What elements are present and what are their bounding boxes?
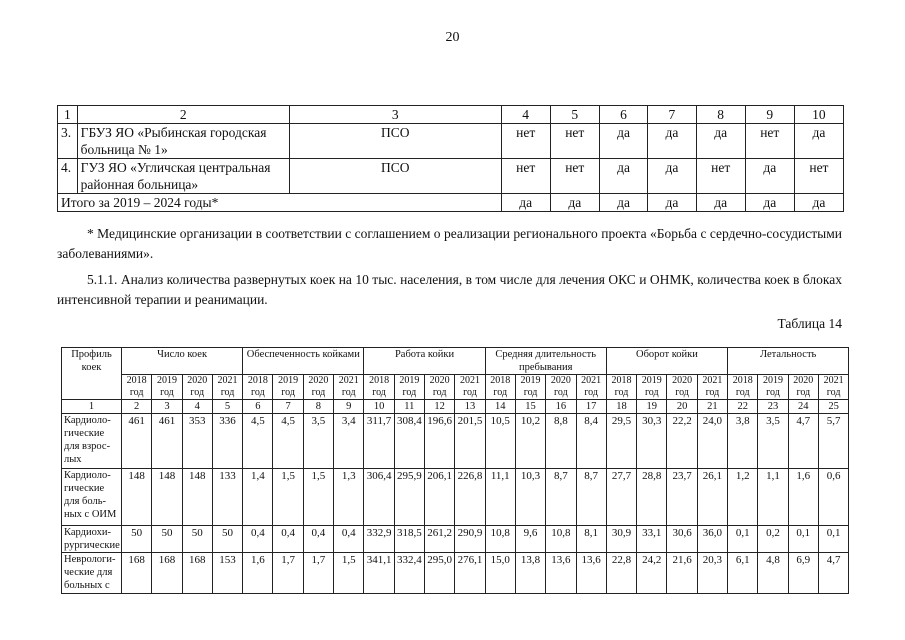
row-number: 3. [58, 124, 78, 159]
value-cell: 50 [212, 526, 242, 553]
year-header: 2018 год [122, 375, 152, 400]
header-cell: 5 [550, 106, 599, 124]
year-header: 2018 год [606, 375, 636, 400]
value-cell: 133 [212, 469, 242, 526]
total-value: да [599, 194, 647, 212]
column-number: 18 [606, 400, 636, 414]
year-header: 2018 год [243, 375, 273, 400]
column-number: 8 [303, 400, 333, 414]
column-number: 16 [546, 400, 576, 414]
total-value: да [648, 194, 696, 212]
value-cell: 353 [182, 414, 212, 469]
header-cell: 8 [696, 106, 745, 124]
year-header: 2018 год [485, 375, 515, 400]
year-header-row [62, 375, 849, 400]
column-number: 21 [697, 400, 727, 414]
profile-cell: Кардиохи-рургические [62, 526, 122, 553]
value-cell: 295,0 [425, 553, 455, 594]
value-cell: 153 [212, 553, 242, 594]
year-header: 2021 год [818, 375, 848, 400]
column-number: 15 [515, 400, 545, 414]
profile-header: Профиль коек [62, 348, 122, 400]
section-paragraph: 5.1.1. Анализ количества развернутых коек на 10 тыс. населения, в том числе для лечения ОКС и ОНМК, количества коек в блоках интенсивной терапии и реанимации. [57, 272, 842, 307]
year-header: 2018 год [364, 375, 394, 400]
value-cell: 1,1 [758, 469, 788, 526]
value-cell: 201,5 [455, 414, 485, 469]
value-cell: 22,8 [606, 553, 636, 594]
value-cell: 28,8 [637, 469, 667, 526]
value-cell: 22,2 [667, 414, 697, 469]
value-cell: да [648, 124, 696, 159]
total-value: да [696, 194, 745, 212]
value-cell: 168 [122, 553, 152, 594]
organization-name: ГБУЗ ЯО «Рыбинская городская больница № 1» [77, 124, 289, 159]
year-header: 2020 год [667, 375, 697, 400]
header-cell: 10 [794, 106, 843, 124]
center-type: ПСО [289, 124, 501, 159]
value-cell: 0,6 [818, 469, 848, 526]
footnote-paragraph: * Медицинские организации в соответствии с соглашением о реализации регионального проекта «Борьба с сердечно-сосудистыми заболеваниями». [57, 226, 842, 261]
table-row [62, 526, 849, 553]
value-cell: 261,2 [425, 526, 455, 553]
column-number: 7 [273, 400, 303, 414]
table-row [62, 469, 849, 526]
year-header: 2021 год [212, 375, 242, 400]
value-cell: 8,7 [576, 469, 606, 526]
year-header: 2019 год [637, 375, 667, 400]
value-cell: 30,9 [606, 526, 636, 553]
value-cell: 0,1 [818, 526, 848, 553]
year-header: 2021 год [455, 375, 485, 400]
group-header: Число коек [122, 348, 243, 375]
value-cell: 4,5 [243, 414, 273, 469]
year-header: 2020 год [425, 375, 455, 400]
column-number: 11 [394, 400, 424, 414]
value-cell: 3,8 [728, 414, 758, 469]
value-cell: 1,5 [334, 553, 364, 594]
total-value: да [794, 194, 843, 212]
profile-cell: Неврологи-ческие для больных с [62, 553, 122, 594]
value-cell: 15,0 [485, 553, 515, 594]
value-cell: 168 [152, 553, 182, 594]
value-cell: 8,1 [576, 526, 606, 553]
value-cell: нет [696, 159, 745, 194]
year-header: 2020 год [303, 375, 333, 400]
value-cell: 306,4 [364, 469, 394, 526]
column-number: 22 [728, 400, 758, 414]
column-number: 10 [364, 400, 394, 414]
header-cell: 9 [745, 106, 794, 124]
value-cell: 1,6 [243, 553, 273, 594]
year-header: 2019 год [273, 375, 303, 400]
value-cell: 1,6 [788, 469, 818, 526]
bed-statistics-table [61, 347, 849, 594]
value-cell: 10,2 [515, 414, 545, 469]
value-cell: 148 [182, 469, 212, 526]
value-cell: 1,5 [303, 469, 333, 526]
value-cell: нет [794, 159, 843, 194]
year-header: 2021 год [697, 375, 727, 400]
value-cell: 30,3 [637, 414, 667, 469]
value-cell: 36,0 [697, 526, 727, 553]
value-cell: 341,1 [364, 553, 394, 594]
value-cell: 50 [122, 526, 152, 553]
value-cell: 1,5 [273, 469, 303, 526]
value-cell: 26,1 [697, 469, 727, 526]
header-cell: 2 [77, 106, 289, 124]
value-cell: 3,4 [334, 414, 364, 469]
value-cell: 0,4 [303, 526, 333, 553]
value-cell: нет [550, 159, 599, 194]
value-cell: 0,1 [728, 526, 758, 553]
column-number: 6 [243, 400, 273, 414]
column-number: 14 [485, 400, 515, 414]
table-row [62, 553, 849, 594]
group-header-row [62, 348, 849, 375]
body-text [57, 224, 842, 310]
value-cell: 30,6 [667, 526, 697, 553]
column-number: 17 [576, 400, 606, 414]
year-header: 2018 год [728, 375, 758, 400]
value-cell: 9,6 [515, 526, 545, 553]
column-number: 1 [62, 400, 122, 414]
value-cell: 1,2 [728, 469, 758, 526]
header-cell: 1 [58, 106, 78, 124]
year-header: 2019 год [515, 375, 545, 400]
value-cell: 10,3 [515, 469, 545, 526]
value-cell: нет [501, 159, 550, 194]
value-cell: 20,3 [697, 553, 727, 594]
value-cell: да [599, 124, 647, 159]
value-cell: 4,7 [788, 414, 818, 469]
value-cell: да [648, 159, 696, 194]
value-cell: нет [501, 124, 550, 159]
value-cell: 461 [152, 414, 182, 469]
header-cell: 7 [648, 106, 696, 124]
value-cell: 196,6 [425, 414, 455, 469]
value-cell: 308,4 [394, 414, 424, 469]
value-cell: 0,1 [788, 526, 818, 553]
value-cell: 0,4 [334, 526, 364, 553]
page-number: 20 [445, 30, 460, 45]
value-cell: 8,8 [546, 414, 576, 469]
value-cell: 6,9 [788, 553, 818, 594]
value-cell: 148 [152, 469, 182, 526]
value-cell: 50 [182, 526, 212, 553]
value-cell: 8,4 [576, 414, 606, 469]
column-number: 23 [758, 400, 788, 414]
value-cell: 295,9 [394, 469, 424, 526]
value-cell: нет [745, 124, 794, 159]
value-cell: 318,5 [394, 526, 424, 553]
value-cell: да [599, 159, 647, 194]
year-header: 2019 год [758, 375, 788, 400]
value-cell: 206,1 [425, 469, 455, 526]
value-cell: да [696, 124, 745, 159]
value-cell: 6,1 [728, 553, 758, 594]
group-header: Обеспеченность койками [243, 348, 364, 375]
value-cell: нет [550, 124, 599, 159]
value-cell: 168 [182, 553, 212, 594]
year-header: 2020 год [546, 375, 576, 400]
value-cell: 3,5 [303, 414, 333, 469]
column-number: 20 [667, 400, 697, 414]
column-number: 19 [637, 400, 667, 414]
total-row [58, 194, 844, 212]
value-cell: 4,7 [818, 553, 848, 594]
value-cell: 226,8 [455, 469, 485, 526]
value-cell: 461 [122, 414, 152, 469]
value-cell: 11,1 [485, 469, 515, 526]
value-cell: 10,8 [546, 526, 576, 553]
value-cell: 332,4 [394, 553, 424, 594]
column-number: 13 [455, 400, 485, 414]
total-value: да [745, 194, 794, 212]
column-number: 12 [425, 400, 455, 414]
total-value: да [550, 194, 599, 212]
group-header: Средняя длительность пребывания [485, 348, 606, 375]
value-cell: 4,5 [273, 414, 303, 469]
value-cell: 21,6 [667, 553, 697, 594]
table-row [58, 159, 844, 194]
header-cell: 3 [289, 106, 501, 124]
value-cell: 13,6 [576, 553, 606, 594]
profile-cell: Кардиоло-гические для взрос-лых [62, 414, 122, 469]
header-cell: 6 [599, 106, 647, 124]
value-cell: 1,7 [303, 553, 333, 594]
table-row [62, 414, 849, 469]
value-cell: 50 [152, 526, 182, 553]
column-number: 5 [212, 400, 242, 414]
value-cell: 311,7 [364, 414, 394, 469]
organization-name: ГУЗ ЯО «Угличская центральная районная больница» [77, 159, 289, 194]
value-cell: 0,2 [758, 526, 788, 553]
value-cell: 336 [212, 414, 242, 469]
value-cell: 29,5 [606, 414, 636, 469]
year-header: 2019 год [152, 375, 182, 400]
column-number: 4 [182, 400, 212, 414]
column-number: 25 [818, 400, 848, 414]
column-number: 2 [122, 400, 152, 414]
value-cell: 0,4 [243, 526, 273, 553]
value-cell: 33,1 [637, 526, 667, 553]
value-cell: 24,2 [637, 553, 667, 594]
value-cell: 23,7 [667, 469, 697, 526]
total-value: да [501, 194, 550, 212]
column-number-row [62, 400, 849, 414]
profile-cell: Кардиоло-гические для боль-ных с ОИМ [62, 469, 122, 526]
row-number: 4. [58, 159, 78, 194]
value-cell: 8,7 [546, 469, 576, 526]
year-header: 2019 год [394, 375, 424, 400]
value-cell: 4,8 [758, 553, 788, 594]
value-cell: 1,7 [273, 553, 303, 594]
header-cell: 4 [501, 106, 550, 124]
value-cell: 13,6 [546, 553, 576, 594]
value-cell: да [794, 124, 843, 159]
center-type: ПСО [289, 159, 501, 194]
value-cell: 13,8 [515, 553, 545, 594]
table-row [58, 124, 844, 159]
value-cell: 1,4 [243, 469, 273, 526]
value-cell: 332,9 [364, 526, 394, 553]
value-cell: 24,0 [697, 414, 727, 469]
value-cell: 1,3 [334, 469, 364, 526]
value-cell: 290,9 [455, 526, 485, 553]
value-cell: 5,7 [818, 414, 848, 469]
column-number: 3 [152, 400, 182, 414]
total-label: Итого за 2019 – 2024 годы* [58, 194, 502, 212]
value-cell: да [745, 159, 794, 194]
year-header: 2021 год [334, 375, 364, 400]
table-label: Таблица 14 [777, 316, 842, 331]
table-header-row [58, 106, 844, 124]
group-header: Работа койки [364, 348, 485, 375]
group-header: Оборот койки [606, 348, 727, 375]
group-header: Летальность [728, 348, 849, 375]
year-header: 2020 год [788, 375, 818, 400]
value-cell: 27,7 [606, 469, 636, 526]
column-number: 24 [788, 400, 818, 414]
value-cell: 10,8 [485, 526, 515, 553]
value-cell: 0,4 [273, 526, 303, 553]
column-number: 9 [334, 400, 364, 414]
year-header: 2021 год [576, 375, 606, 400]
value-cell: 148 [122, 469, 152, 526]
year-header: 2020 год [182, 375, 212, 400]
value-cell: 10,5 [485, 414, 515, 469]
value-cell: 3,5 [758, 414, 788, 469]
value-cell: 276,1 [455, 553, 485, 594]
organizations-table [57, 105, 844, 212]
